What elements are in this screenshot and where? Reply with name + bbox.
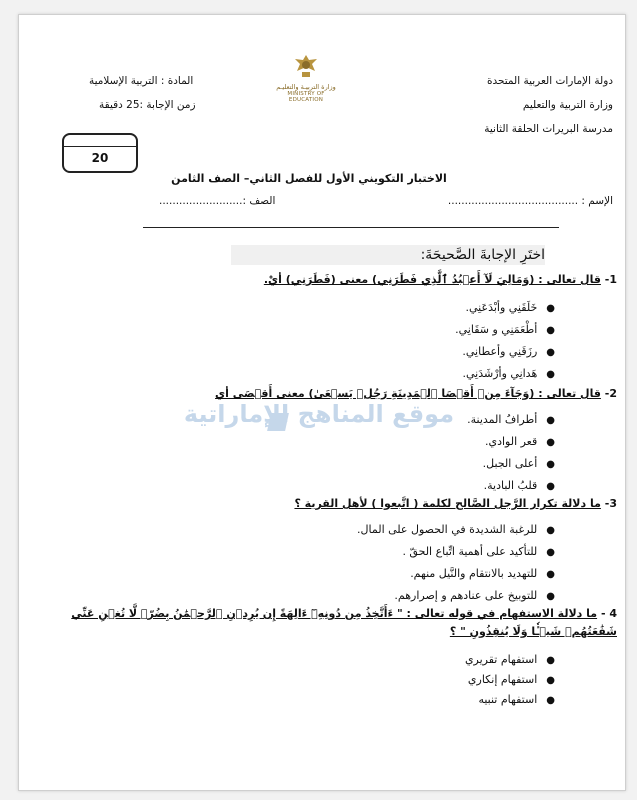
bullet-icon: ●: [546, 437, 555, 448]
bullet-icon: ●: [546, 481, 555, 492]
q4-option-2[interactable]: [468, 673, 555, 686]
bullet-icon: ●: [546, 415, 555, 426]
header-country: دولة الإمارات العربية المتحدة: [486, 75, 613, 87]
page-title: الاختبار التكويني الأول للفصل الثاني– الصف الثامن: [171, 172, 447, 185]
option-label: للتوبيخ على عنادهم و إصرارهم.: [394, 589, 538, 602]
watermark-text: موقع المناهج الإماراتية: [183, 400, 455, 428]
q2-option-3[interactable]: [483, 457, 555, 470]
option-label: للتأكيد على أهمية اتِّباع الحقّ .: [402, 545, 538, 558]
option-label: أعلى الجبل.: [482, 457, 538, 470]
score-box: [62, 133, 138, 173]
instruction-heading: اختَرِ الإجابةَ الصَّحيحَةَ:: [231, 245, 545, 265]
question-4-continued: [450, 625, 617, 638]
option-label: استفهام تقريري: [464, 653, 538, 666]
bullet-icon: ●: [546, 347, 555, 358]
score-total: 20: [91, 151, 109, 165]
bullet-icon: ●: [546, 303, 555, 314]
logo-arabic-text: وزارة التربيـة والتعليـم: [276, 83, 336, 91]
bullet-icon: ●: [546, 675, 555, 686]
option-label: استفهام تنبيه: [478, 693, 538, 706]
q4-option-3[interactable]: [478, 693, 555, 706]
question-text-line-2: شَفَٰعَتُهُمۡ شَيۡـٔٗا وَلَا يُنقِذُونِ " ؟: [449, 625, 617, 638]
bullet-icon: ●: [546, 695, 555, 706]
option-label: خَلَقَنِي وأبْدَعَنِي.: [465, 301, 538, 314]
q1-option-2[interactable]: [455, 323, 555, 336]
question-number: 1-: [604, 273, 617, 286]
header-ministry: وزارة التربية والتعليم: [522, 99, 613, 111]
bullet-icon: ●: [546, 547, 555, 558]
question-text: قال تعالى : (وَمَالِيَ لَآ أَعۡبُدُ ٱلَّذِي فَطَرَنِي) معنى (فَطَرَنِي) أيْ.: [263, 273, 601, 286]
q3-option-4[interactable]: [394, 589, 555, 602]
q1-option-4[interactable]: [463, 367, 556, 380]
ministry-logo: [271, 53, 341, 103]
option-label: للرغبة الشديدة في الحصول على المال.: [357, 523, 538, 536]
falcon-emblem-icon: [291, 53, 321, 79]
class-field-label: الصف :.........................: [159, 195, 276, 207]
header-duration: زمن الإجابة :25 دقيقة: [99, 99, 196, 111]
q3-option-2[interactable]: [402, 545, 555, 558]
bullet-icon: ●: [546, 325, 555, 336]
header-school: مدرسة البريرات الحلقة الثانية: [484, 123, 613, 135]
worksheet-page: [18, 14, 626, 791]
q2-option-4[interactable]: [484, 479, 555, 492]
bullet-icon: ●: [546, 591, 555, 602]
question-1: [264, 273, 617, 286]
q1-option-3[interactable]: [462, 345, 555, 358]
name-field-label: الإسم : .......................................: [447, 195, 613, 207]
q3-option-1[interactable]: [357, 523, 555, 536]
question-text-line-1: ما دلالة الاستفهام في قوله تعالى : " ءَأَتَّخِذُ مِن دُونِهِۦٓ ءَالِهَةً إِن يُرِدۡنِ ٱلرَّحۡمَٰنُ بِضُرّٖ لَّا تُغۡنِ عَنِّي: [71, 607, 598, 620]
bullet-icon: ●: [546, 525, 555, 536]
option-label: أطرافُ المدينة.: [467, 413, 538, 426]
q4-option-1[interactable]: [465, 653, 555, 666]
bullet-icon: ●: [546, 369, 555, 380]
question-number: 4 -: [600, 607, 617, 620]
option-label: للتهديد بالانتقام والنَّيل منهم.: [410, 567, 538, 580]
separator-line: [143, 227, 559, 228]
option-label: أطْعَمَنِي و سَقَانِي.: [455, 323, 538, 336]
bullet-icon: ●: [546, 569, 555, 580]
question-4: [71, 607, 617, 620]
question-number: 3-: [604, 497, 617, 510]
question-text: قال تعالى : (وَجَآءَ مِنۡ أَقۡصَا ٱلۡمَدِينَةِ رَجُلٞ يَسۡعَىٰ) معنى أَقۡصَى أي: [215, 387, 601, 400]
option-label: هَدانِي وأرْشَدَنِي.: [462, 367, 538, 380]
question-3: [294, 497, 617, 510]
option-label: استفهام إنكاري: [467, 673, 538, 686]
logo-english-text: MINISTRY OF EDUCATION: [287, 91, 325, 103]
question-text: ما دلالة تكرار الرَّجل الصَّالح لكلمة ( اتَّبعوا ) لأهل القرية ؟: [294, 497, 601, 510]
question-2: [215, 387, 617, 400]
bullet-icon: ●: [546, 655, 555, 666]
q2-option-2[interactable]: [485, 435, 555, 448]
score-divider: [64, 146, 136, 147]
q3-option-3[interactable]: [410, 567, 555, 580]
bullet-icon: ●: [546, 459, 555, 470]
q1-option-1[interactable]: [466, 301, 555, 314]
header-subject: المادة : التربية الإسلامية: [89, 75, 194, 87]
question-number: 2-: [604, 387, 617, 400]
q2-option-1[interactable]: [467, 413, 555, 426]
option-label: قعر الوادي.: [484, 435, 538, 448]
option-label: قلبُ البادية.: [483, 479, 538, 492]
option-label: رزَقَنِي وأعطانِي.: [462, 345, 538, 358]
